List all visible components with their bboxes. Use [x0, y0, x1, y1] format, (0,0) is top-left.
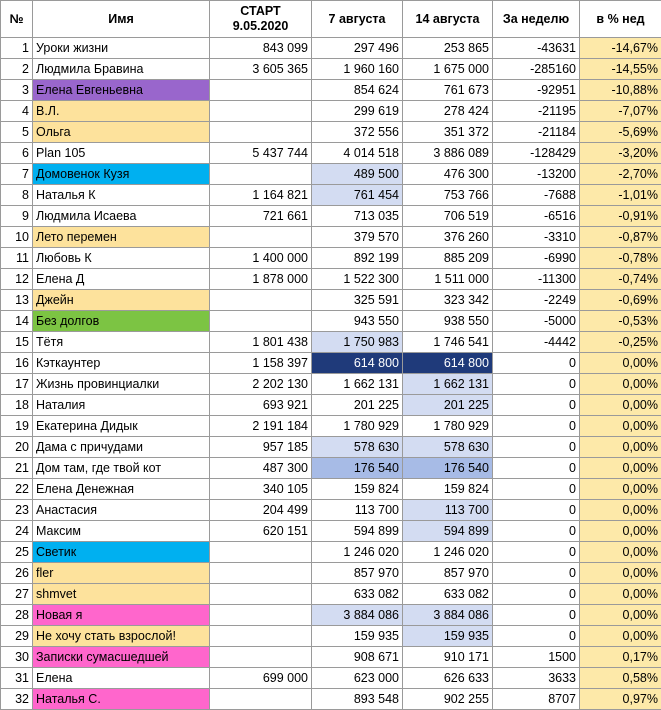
row-percent-change[interactable]: 0,00% [580, 584, 661, 605]
row-week-change[interactable]: 8707 [493, 689, 580, 710]
row-aug14-value[interactable]: 159 935 [403, 626, 493, 647]
row-aug14-value[interactable]: 633 082 [403, 584, 493, 605]
row-aug7-value[interactable]: 4 014 518 [312, 143, 403, 164]
row-percent-change[interactable]: 0,00% [580, 395, 661, 416]
row-start-value[interactable] [210, 290, 312, 311]
row-percent-change[interactable]: -2,70% [580, 164, 661, 185]
row-week-change[interactable]: 0 [493, 458, 580, 479]
row-start-value[interactable] [210, 605, 312, 626]
row-aug14-value[interactable]: 3 884 086 [403, 605, 493, 626]
row-name[interactable]: Наталия [33, 395, 210, 416]
row-week-change[interactable]: -2249 [493, 290, 580, 311]
table-body [1, 38, 661, 710]
row-week-change[interactable]: 3633 [493, 668, 580, 689]
row-name[interactable]: Без долгов [33, 311, 210, 332]
table-row[interactable] [1, 668, 661, 689]
row-week-change[interactable]: -6990 [493, 248, 580, 269]
row-aug14-value[interactable]: 857 970 [403, 563, 493, 584]
row-percent-change[interactable]: -0,74% [580, 269, 661, 290]
row-percent-change[interactable]: -10,88% [580, 80, 661, 101]
row-week-change[interactable]: -4442 [493, 332, 580, 353]
row-number[interactable]: 13 [1, 290, 33, 311]
row-name[interactable]: Plan 105 [33, 143, 210, 164]
row-aug14-value[interactable]: 1 746 541 [403, 332, 493, 353]
row-percent-change[interactable]: -7,07% [580, 101, 661, 122]
row-week-change[interactable]: 0 [493, 395, 580, 416]
row-start-value[interactable]: 957 185 [210, 437, 312, 458]
row-aug7-value[interactable]: 761 454 [312, 185, 403, 206]
row-number[interactable]: 8 [1, 185, 33, 206]
row-name[interactable]: Дом там, где твой кот [33, 458, 210, 479]
row-number[interactable]: 7 [1, 164, 33, 185]
row-aug7-value[interactable]: 1 780 929 [312, 416, 403, 437]
row-name[interactable]: Елена Денежная [33, 479, 210, 500]
row-name[interactable]: Светик [33, 542, 210, 563]
header-aug14: 14 августа [403, 1, 493, 38]
row-percent-change[interactable]: -0,25% [580, 332, 661, 353]
row-start-value[interactable] [210, 563, 312, 584]
row-start-value[interactable]: 1 400 000 [210, 248, 312, 269]
row-name[interactable]: Лето перемен [33, 227, 210, 248]
row-percent-change[interactable]: 0,00% [580, 458, 661, 479]
row-aug7-value[interactable]: 943 550 [312, 311, 403, 332]
row-aug7-value[interactable]: 1 960 160 [312, 59, 403, 80]
row-number[interactable]: 4 [1, 101, 33, 122]
row-number[interactable]: 23 [1, 500, 33, 521]
row-week-change[interactable]: 0 [493, 626, 580, 647]
row-percent-change[interactable]: 0,97% [580, 689, 661, 710]
row-start-value[interactable] [210, 227, 312, 248]
row-start-value[interactable] [210, 584, 312, 605]
row-aug14-value[interactable]: 614 800 [403, 353, 493, 374]
row-aug14-value[interactable]: 885 209 [403, 248, 493, 269]
row-aug14-value[interactable]: 159 824 [403, 479, 493, 500]
row-name[interactable]: Елена Д [33, 269, 210, 290]
row-week-change[interactable]: -21184 [493, 122, 580, 143]
table-row[interactable] [1, 605, 661, 626]
row-number[interactable]: 2 [1, 59, 33, 80]
row-week-change[interactable]: -13200 [493, 164, 580, 185]
row-start-value[interactable]: 843 099 [210, 38, 312, 59]
row-number[interactable]: 17 [1, 374, 33, 395]
table-row[interactable] [1, 59, 661, 80]
table-row[interactable] [1, 206, 661, 227]
row-number[interactable]: 24 [1, 521, 33, 542]
row-week-change[interactable]: -128429 [493, 143, 580, 164]
row-number[interactable]: 29 [1, 626, 33, 647]
row-percent-change[interactable]: -0,87% [580, 227, 661, 248]
table-row[interactable] [1, 248, 661, 269]
row-aug14-value[interactable]: 201 225 [403, 395, 493, 416]
row-aug14-value[interactable]: 3 886 089 [403, 143, 493, 164]
row-name[interactable]: Максим [33, 521, 210, 542]
row-week-change[interactable]: -6516 [493, 206, 580, 227]
row-week-change[interactable]: 0 [493, 605, 580, 626]
row-week-change[interactable]: 0 [493, 479, 580, 500]
row-aug7-value[interactable]: 3 884 086 [312, 605, 403, 626]
row-percent-change[interactable]: -14,55% [580, 59, 661, 80]
row-aug14-value[interactable]: 253 865 [403, 38, 493, 59]
row-name[interactable]: Джейн [33, 290, 210, 311]
row-week-change[interactable]: -92951 [493, 80, 580, 101]
row-number[interactable]: 30 [1, 647, 33, 668]
row-percent-change[interactable]: 0,00% [580, 542, 661, 563]
row-percent-change[interactable]: 0,58% [580, 668, 661, 689]
row-start-value[interactable] [210, 80, 312, 101]
row-aug7-value[interactable]: 892 199 [312, 248, 403, 269]
table-row[interactable] [1, 374, 661, 395]
row-aug7-value[interactable]: 113 700 [312, 500, 403, 521]
row-week-change[interactable]: 0 [493, 521, 580, 542]
row-week-change[interactable]: 0 [493, 563, 580, 584]
header-name: Имя [33, 1, 210, 38]
table-row[interactable] [1, 185, 661, 206]
row-number[interactable]: 10 [1, 227, 33, 248]
row-aug14-value[interactable]: 938 550 [403, 311, 493, 332]
table-row[interactable] [1, 80, 661, 101]
header-start-line1: СТАРТ [213, 4, 308, 19]
row-aug7-value[interactable]: 489 500 [312, 164, 403, 185]
row-name[interactable]: Дама с причудами [33, 437, 210, 458]
header-num: № [1, 1, 33, 38]
row-percent-change[interactable]: 0,00% [580, 500, 661, 521]
row-number[interactable]: 19 [1, 416, 33, 437]
row-percent-change[interactable]: 0,00% [580, 626, 661, 647]
row-start-value[interactable]: 699 000 [210, 668, 312, 689]
row-number[interactable]: 31 [1, 668, 33, 689]
row-aug7-value[interactable]: 325 591 [312, 290, 403, 311]
row-number[interactable]: 32 [1, 689, 33, 710]
row-number[interactable]: 28 [1, 605, 33, 626]
row-start-value[interactable]: 487 300 [210, 458, 312, 479]
row-start-value[interactable]: 5 437 744 [210, 143, 312, 164]
row-week-change[interactable]: -43631 [493, 38, 580, 59]
row-week-change[interactable]: 0 [493, 437, 580, 458]
row-start-value[interactable]: 1 164 821 [210, 185, 312, 206]
row-aug14-value[interactable]: 351 372 [403, 122, 493, 143]
row-percent-change[interactable]: -0,78% [580, 248, 661, 269]
row-number[interactable]: 16 [1, 353, 33, 374]
row-start-value[interactable] [210, 626, 312, 647]
row-number[interactable]: 5 [1, 122, 33, 143]
row-name[interactable]: В.Л. [33, 101, 210, 122]
header-start [210, 1, 312, 38]
row-aug7-value[interactable]: 372 556 [312, 122, 403, 143]
row-week-change[interactable]: -11300 [493, 269, 580, 290]
row-number[interactable]: 11 [1, 248, 33, 269]
row-start-value[interactable] [210, 311, 312, 332]
row-number[interactable]: 14 [1, 311, 33, 332]
table-row[interactable] [1, 332, 661, 353]
table-row[interactable] [1, 38, 661, 59]
row-name[interactable]: Записки сумасшедшей [33, 647, 210, 668]
row-aug14-value[interactable]: 753 766 [403, 185, 493, 206]
row-week-change[interactable]: 0 [493, 416, 580, 437]
row-aug7-value[interactable]: 623 000 [312, 668, 403, 689]
row-name[interactable]: Наталья С. [33, 689, 210, 710]
row-number[interactable]: 20 [1, 437, 33, 458]
table-row[interactable] [1, 353, 661, 374]
table-row[interactable] [1, 227, 661, 248]
row-start-value[interactable] [210, 101, 312, 122]
row-percent-change[interactable]: 0,00% [580, 416, 661, 437]
header-aug7: 7 августа [312, 1, 403, 38]
row-number[interactable]: 15 [1, 332, 33, 353]
row-week-change[interactable]: 0 [493, 374, 580, 395]
header-week: За неделю [493, 1, 580, 38]
row-number[interactable]: 1 [1, 38, 33, 59]
row-week-change[interactable]: -3310 [493, 227, 580, 248]
row-aug7-value[interactable]: 1 750 983 [312, 332, 403, 353]
table-row[interactable] [1, 458, 661, 479]
row-start-value[interactable] [210, 542, 312, 563]
row-name[interactable]: Людмила Бравина [33, 59, 210, 80]
header-pct: в % нед [580, 1, 661, 38]
row-name[interactable]: Анастасия [33, 500, 210, 521]
table-row[interactable] [1, 122, 661, 143]
row-aug7-value[interactable]: 159 824 [312, 479, 403, 500]
row-start-value[interactable]: 1 158 397 [210, 353, 312, 374]
row-name[interactable]: Елена [33, 668, 210, 689]
header-start-line2: 9.05.2020 [213, 19, 308, 34]
row-name[interactable]: Елена Евгеньевна [33, 80, 210, 101]
table-row[interactable] [1, 416, 661, 437]
row-aug7-value[interactable]: 1 662 131 [312, 374, 403, 395]
row-aug14-value[interactable]: 1 675 000 [403, 59, 493, 80]
row-aug14-value[interactable]: 113 700 [403, 500, 493, 521]
row-aug14-value[interactable]: 323 342 [403, 290, 493, 311]
row-aug7-value[interactable]: 893 548 [312, 689, 403, 710]
row-start-value[interactable]: 2 202 130 [210, 374, 312, 395]
row-number[interactable]: 12 [1, 269, 33, 290]
row-name[interactable]: Жизнь провинциалки [33, 374, 210, 395]
row-percent-change[interactable]: 0,00% [580, 479, 661, 500]
row-name[interactable]: Любовь К [33, 248, 210, 269]
row-number[interactable]: 3 [1, 80, 33, 101]
row-week-change[interactable]: 0 [493, 542, 580, 563]
row-number[interactable]: 25 [1, 542, 33, 563]
row-start-value[interactable]: 1 801 438 [210, 332, 312, 353]
row-percent-change[interactable]: 0,00% [580, 353, 661, 374]
table-row[interactable] [1, 647, 661, 668]
row-start-value[interactable]: 721 661 [210, 206, 312, 227]
row-percent-change[interactable]: -1,01% [580, 185, 661, 206]
row-number[interactable]: 26 [1, 563, 33, 584]
row-name[interactable]: Екатерина Дидык [33, 416, 210, 437]
table-row[interactable] [1, 689, 661, 710]
row-number[interactable]: 6 [1, 143, 33, 164]
table-row[interactable] [1, 626, 661, 647]
row-aug14-value[interactable]: 476 300 [403, 164, 493, 185]
row-aug14-value[interactable]: 902 255 [403, 689, 493, 710]
row-percent-change[interactable]: 0,00% [580, 605, 661, 626]
row-percent-change[interactable]: -14,67% [580, 38, 661, 59]
row-start-value[interactable] [210, 689, 312, 710]
header-row [1, 1, 661, 38]
row-aug7-value[interactable]: 857 970 [312, 563, 403, 584]
row-start-value[interactable]: 204 499 [210, 500, 312, 521]
table-row[interactable] [1, 479, 661, 500]
row-start-value[interactable]: 1 878 000 [210, 269, 312, 290]
row-name[interactable]: Кэткаунтер [33, 353, 210, 374]
row-week-change[interactable]: -5000 [493, 311, 580, 332]
row-aug14-value[interactable]: 376 260 [403, 227, 493, 248]
row-name[interactable]: Наталья К [33, 185, 210, 206]
row-aug7-value[interactable]: 159 935 [312, 626, 403, 647]
row-aug7-value[interactable]: 1 246 020 [312, 542, 403, 563]
row-number[interactable]: 9 [1, 206, 33, 227]
row-aug7-value[interactable]: 633 082 [312, 584, 403, 605]
row-percent-change[interactable]: 0,17% [580, 647, 661, 668]
row-number[interactable]: 27 [1, 584, 33, 605]
row-aug14-value[interactable]: 176 540 [403, 458, 493, 479]
row-percent-change[interactable]: 0,00% [580, 374, 661, 395]
row-week-change[interactable]: 1500 [493, 647, 580, 668]
row-aug14-value[interactable]: 1 511 000 [403, 269, 493, 290]
row-aug14-value[interactable]: 910 171 [403, 647, 493, 668]
row-week-change[interactable]: 0 [493, 500, 580, 521]
row-name[interactable]: Тётя [33, 332, 210, 353]
row-start-value[interactable]: 3 605 365 [210, 59, 312, 80]
row-percent-change[interactable]: -0,91% [580, 206, 661, 227]
row-week-change[interactable]: -285160 [493, 59, 580, 80]
table-row[interactable] [1, 437, 661, 458]
row-aug7-value[interactable]: 1 522 300 [312, 269, 403, 290]
row-number[interactable]: 22 [1, 479, 33, 500]
row-name[interactable]: Ольга [33, 122, 210, 143]
row-name[interactable]: fler [33, 563, 210, 584]
row-percent-change[interactable]: 0,00% [580, 521, 661, 542]
table-row[interactable] [1, 584, 661, 605]
table-row[interactable] [1, 164, 661, 185]
row-aug14-value[interactable]: 761 673 [403, 80, 493, 101]
row-aug7-value[interactable]: 854 624 [312, 80, 403, 101]
row-name[interactable]: Домовенок Кузя [33, 164, 210, 185]
row-aug14-value[interactable]: 1 780 929 [403, 416, 493, 437]
row-aug14-value[interactable]: 578 630 [403, 437, 493, 458]
row-percent-change[interactable]: -0,53% [580, 311, 661, 332]
table-row[interactable] [1, 500, 661, 521]
row-name[interactable]: Новая я [33, 605, 210, 626]
row-percent-change[interactable]: 0,00% [580, 437, 661, 458]
row-aug7-value[interactable]: 201 225 [312, 395, 403, 416]
row-start-value[interactable]: 693 921 [210, 395, 312, 416]
row-name[interactable]: Не хочу стать взрослой! [33, 626, 210, 647]
row-aug7-value[interactable]: 594 899 [312, 521, 403, 542]
row-aug7-value[interactable]: 299 619 [312, 101, 403, 122]
row-week-change[interactable]: -7688 [493, 185, 580, 206]
row-aug7-value[interactable]: 614 800 [312, 353, 403, 374]
row-percent-change[interactable]: 0,00% [580, 563, 661, 584]
row-aug14-value[interactable]: 1 662 131 [403, 374, 493, 395]
row-start-value[interactable] [210, 647, 312, 668]
row-week-change[interactable]: 0 [493, 584, 580, 605]
row-start-value[interactable]: 340 105 [210, 479, 312, 500]
table-row[interactable] [1, 101, 661, 122]
table-row[interactable] [1, 395, 661, 416]
row-aug7-value[interactable]: 379 570 [312, 227, 403, 248]
row-week-change[interactable]: 0 [493, 353, 580, 374]
row-aug7-value[interactable]: 176 540 [312, 458, 403, 479]
row-aug14-value[interactable]: 1 246 020 [403, 542, 493, 563]
row-name[interactable]: shmvet [33, 584, 210, 605]
row-name[interactable]: Людмила Исаева [33, 206, 210, 227]
table-row[interactable] [1, 143, 661, 164]
row-name[interactable]: Уроки жизни [33, 38, 210, 59]
table-row[interactable] [1, 542, 661, 563]
row-start-value[interactable]: 620 151 [210, 521, 312, 542]
row-aug14-value[interactable]: 706 519 [403, 206, 493, 227]
row-aug7-value[interactable]: 713 035 [312, 206, 403, 227]
row-aug7-value[interactable]: 908 671 [312, 647, 403, 668]
row-aug14-value[interactable]: 594 899 [403, 521, 493, 542]
row-start-value[interactable] [210, 122, 312, 143]
table-row[interactable] [1, 563, 661, 584]
row-percent-change[interactable]: -0,69% [580, 290, 661, 311]
row-number[interactable]: 18 [1, 395, 33, 416]
table-row[interactable] [1, 311, 661, 332]
table-row[interactable] [1, 290, 661, 311]
row-start-value[interactable] [210, 164, 312, 185]
table-row[interactable] [1, 269, 661, 290]
row-percent-change[interactable]: -5,69% [580, 122, 661, 143]
row-start-value[interactable]: 2 191 184 [210, 416, 312, 437]
row-percent-change[interactable]: -3,20% [580, 143, 661, 164]
row-aug14-value[interactable]: 278 424 [403, 101, 493, 122]
table-row[interactable] [1, 521, 661, 542]
row-aug7-value[interactable]: 578 630 [312, 437, 403, 458]
row-aug7-value[interactable]: 297 496 [312, 38, 403, 59]
row-number[interactable]: 21 [1, 458, 33, 479]
row-week-change[interactable]: -21195 [493, 101, 580, 122]
row-aug14-value[interactable]: 626 633 [403, 668, 493, 689]
